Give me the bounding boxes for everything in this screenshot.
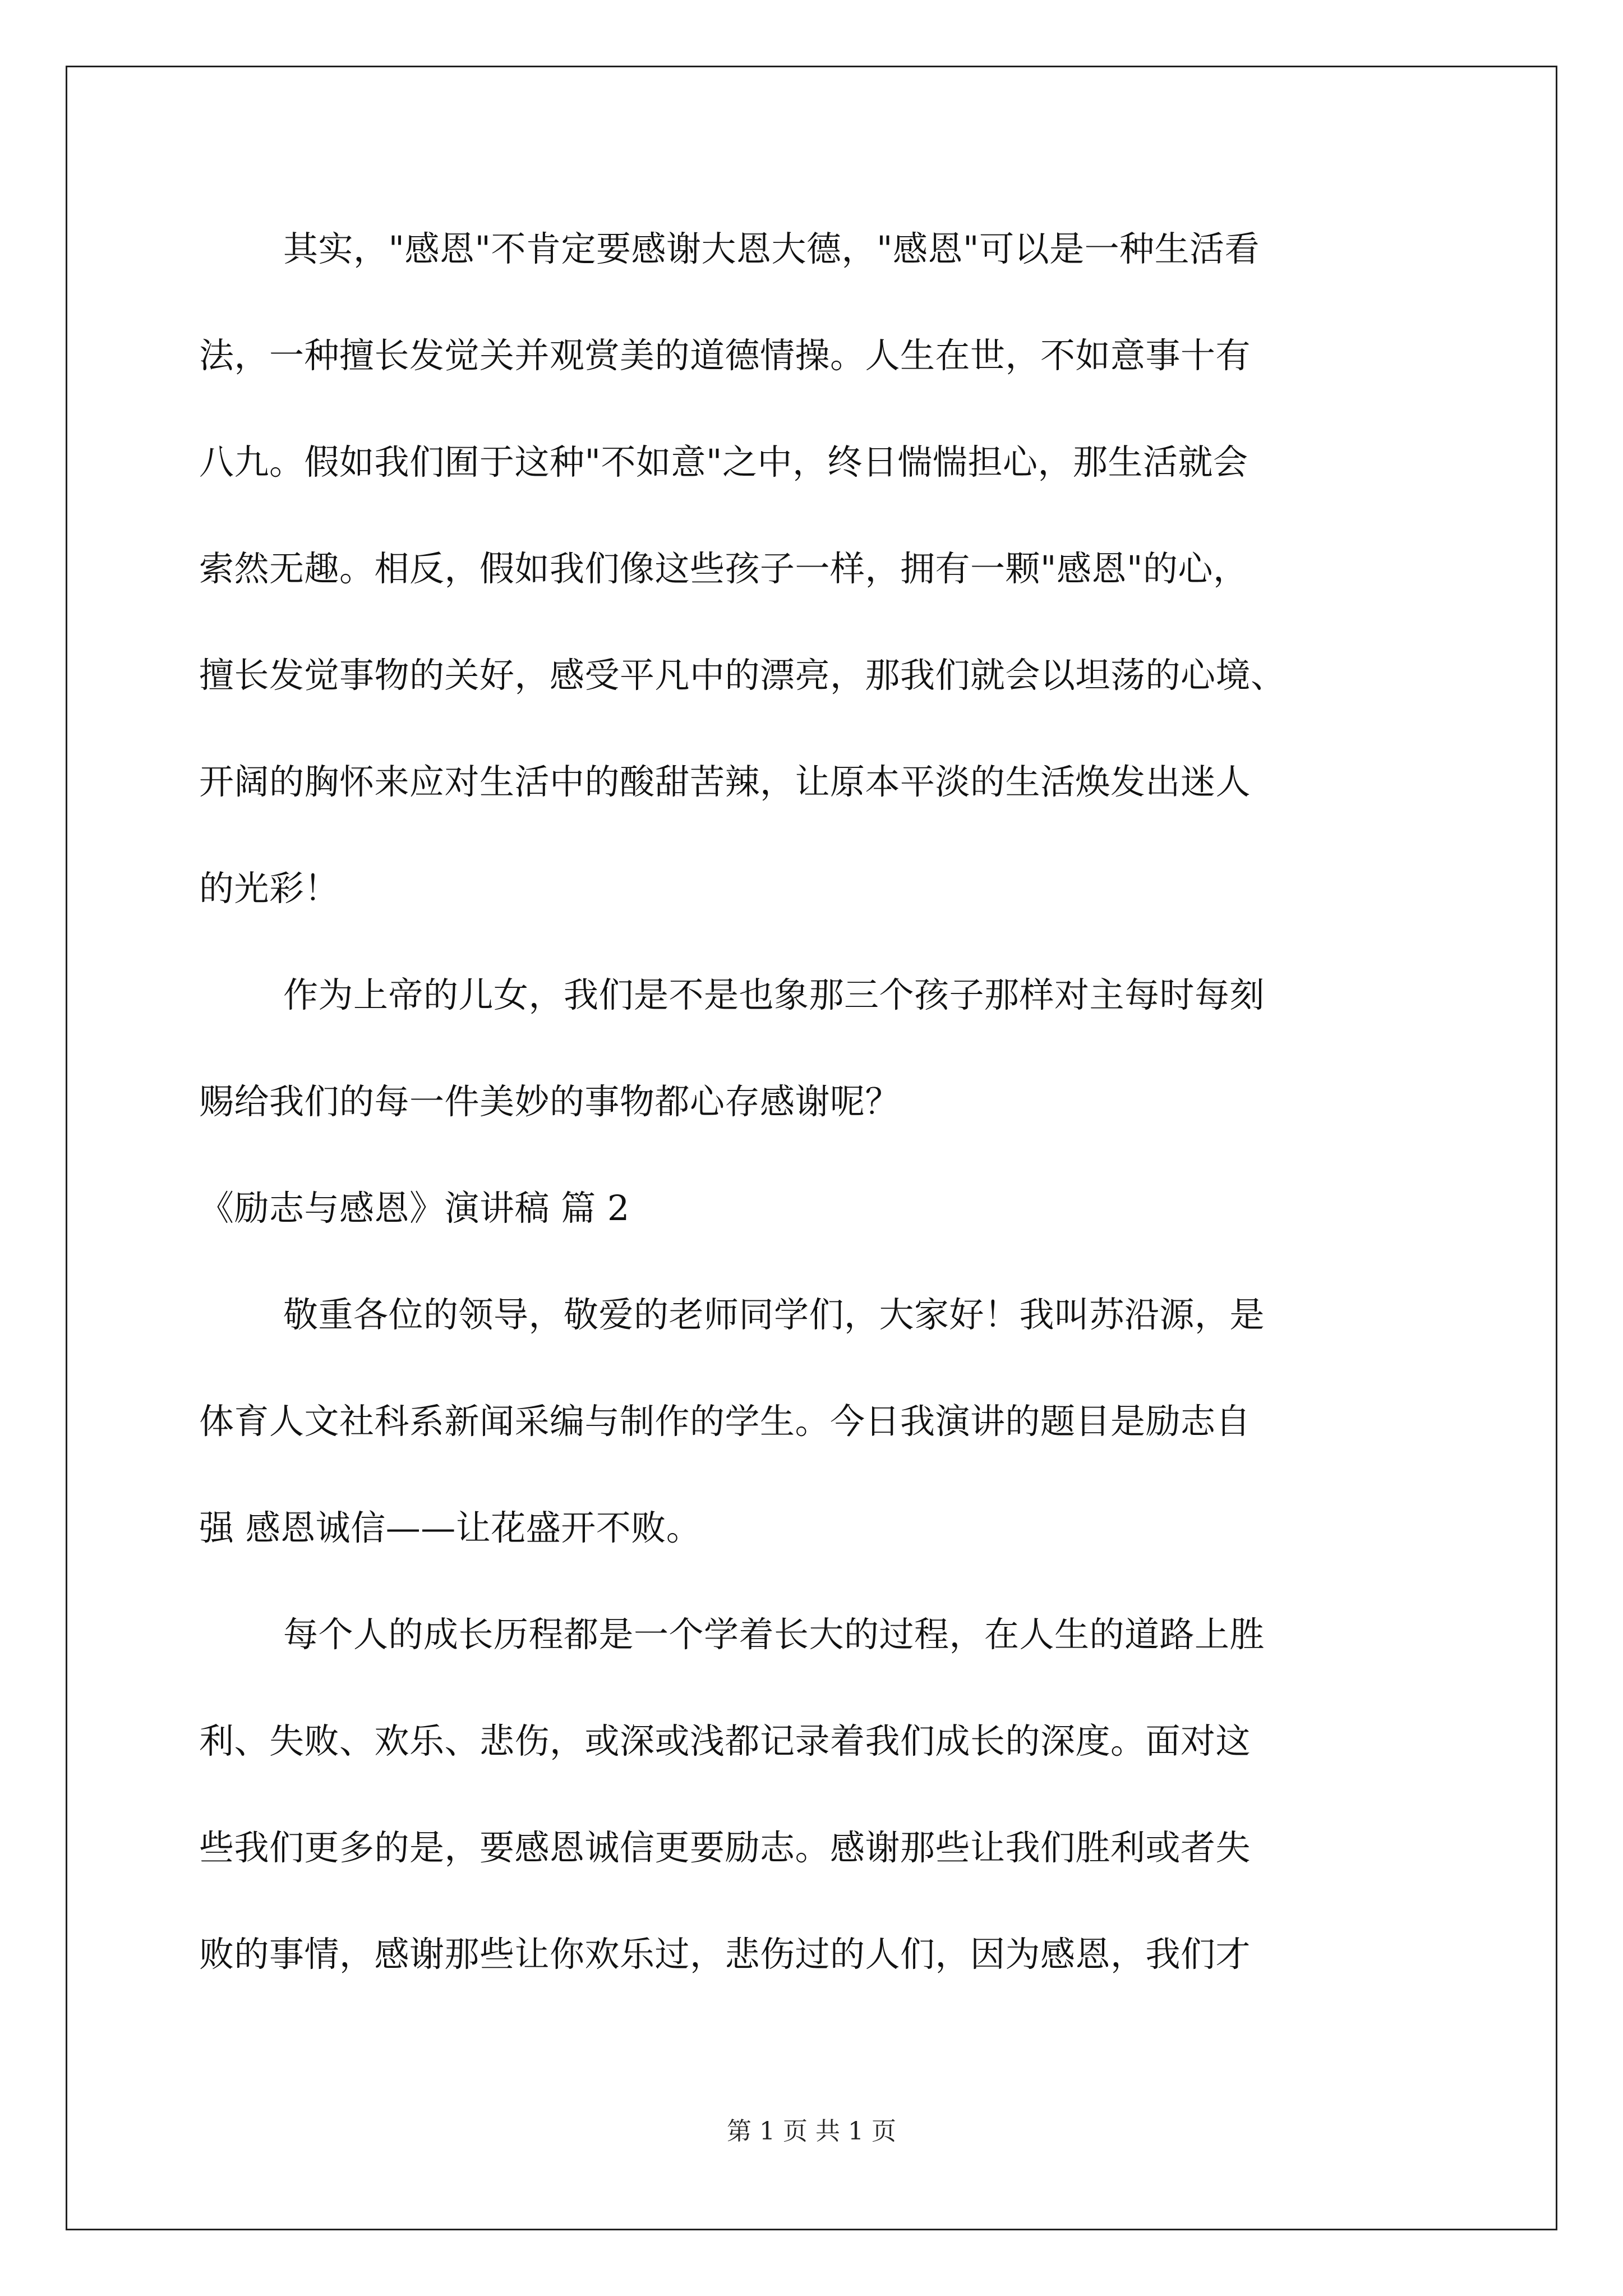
- page-border: [66, 66, 1557, 2230]
- paragraph-line: 索然无趣。相反，假如我们像这些孩子一样，拥有一颗"感恩"的心，: [199, 548, 1248, 589]
- section-heading: 《励志与感恩》演讲稿 篇 2: [199, 1188, 630, 1228]
- paragraph-line: 其实，"感恩"不肯定要感谢大恩大德，"感恩"可以是一种生活看: [283, 228, 1260, 269]
- paragraph-line: 赐给我们的每一件美妙的事物都心存感谢呢？: [199, 1081, 901, 1122]
- page-number-footer: 第 1 页 共 1 页: [727, 2117, 896, 2146]
- paragraph-line: 的光彩！: [199, 868, 340, 909]
- paragraph-line: 败的事情，感谢那些让你欢乐过，悲伤过的人们，因为感恩，我们才: [199, 1934, 1251, 1975]
- paragraph-line: 擅长发觉事物的关好，感受平凡中的漂亮，那我们就会以坦荡的心境、: [199, 655, 1286, 696]
- paragraph-line: 每个人的成长历程都是一个学着长大的过程，在人生的道路上胜: [283, 1614, 1265, 1655]
- paragraph-line: 强 感恩诚信——让花盛开不败。: [199, 1507, 702, 1548]
- paragraph-line: 利、失败、欢乐、悲伤，或深或浅都记录着我们成长的深度。面对这: [199, 1720, 1251, 1761]
- paragraph-line: 八九。假如我们囿于这种"不如意"之中，终日惴惴担心，那生活就会: [199, 441, 1248, 482]
- paragraph-line: 法，一种擅长发觉关并观赏美的道德情操。人生在世，不如意事十有: [199, 335, 1251, 376]
- paragraph-line: 体育人文社科系新闻采编与制作的学生。今日我演讲的题目是励志自: [199, 1401, 1251, 1442]
- paragraph-line: 作为上帝的儿女，我们是不是也象那三个孩子那样对主每时每刻: [283, 974, 1265, 1015]
- paragraph-line: 开阔的胸怀来应对生活中的酸甜苦辣，让原本平淡的生活焕发出迷人: [199, 761, 1251, 802]
- paragraph-line: 敬重各位的领导，敬爱的老师同学们，大家好！我叫苏沿源，是: [283, 1294, 1265, 1335]
- paragraph-line: 些我们更多的是，要感恩诚信更要励志。感谢那些让我们胜利或者失: [199, 1827, 1251, 1868]
